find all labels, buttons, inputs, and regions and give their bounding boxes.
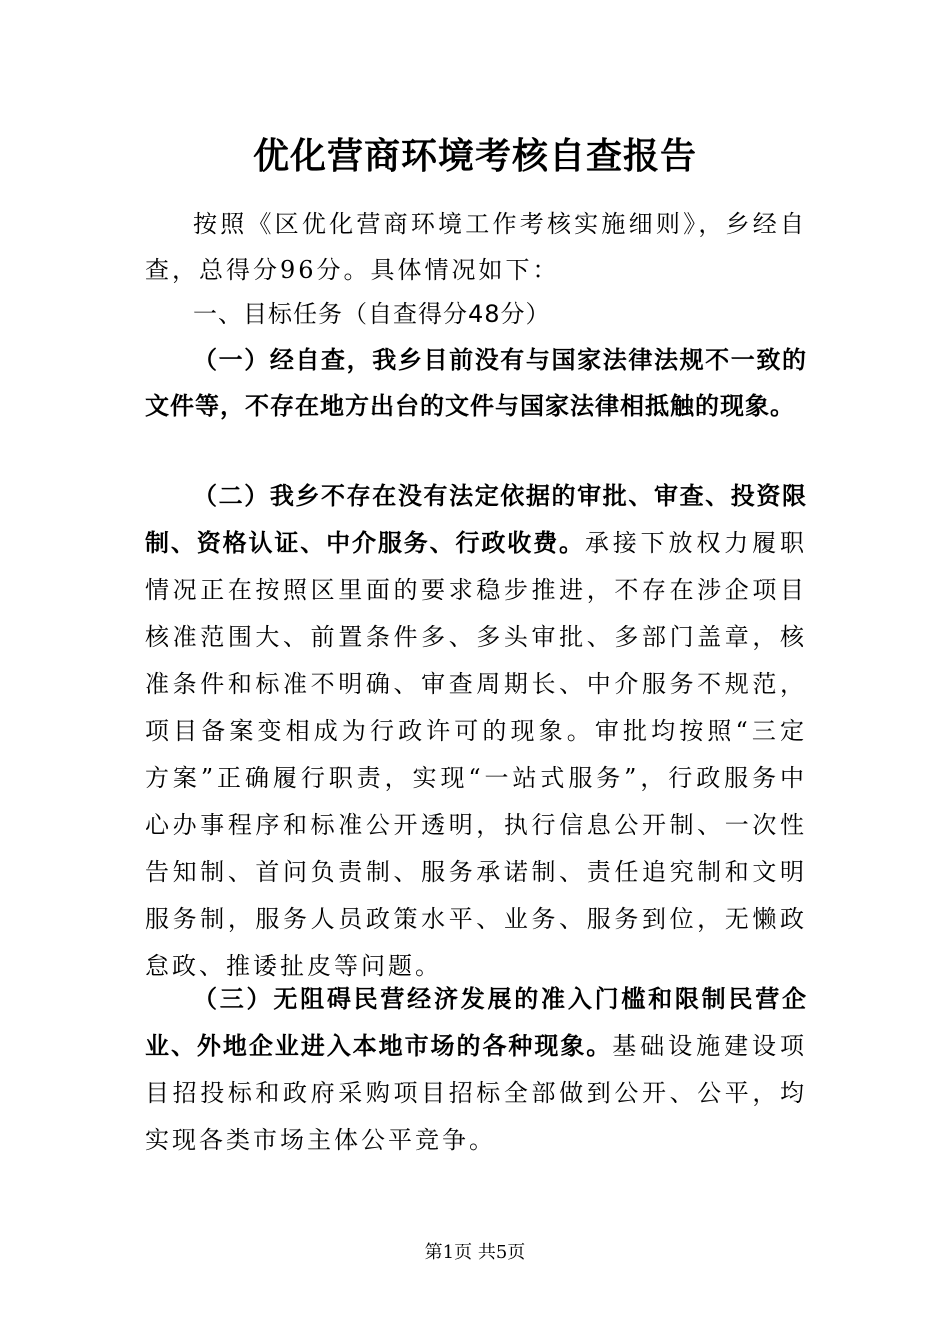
page-footer: 第1页 共5页 [424, 1242, 526, 1263]
item-2-paragraph [145, 473, 807, 990]
document-title: 优化营商环境考核自查报告 [252, 135, 697, 177]
item-1-paragraph: （一）经自查，我乡目前没有与国家法律法规不一致的文件等，不存在地方出台的文件与国家法律相抵触的现象。 [145, 346, 807, 420]
item-3-bold-text: （三）无阻碍民营经济发展的准入门槛和限制民营企业、外地企业进入本地市场的各种现象。 [145, 985, 807, 1060]
section-heading-1: 一、目标任务（自查得分48分） [193, 300, 551, 328]
item-3-body-text: 基础设施建设项目招投标和政府采购项目招标全部做到公开、公平，均实现各类市场主体公平竞争。 [145, 1032, 807, 1154]
item-3-paragraph [145, 976, 807, 1164]
item-2-bold-text: （二）我乡不存在没有法定依据的审批、审查、投资限制、资格认证、中介服务、行政收费。 [145, 482, 807, 557]
item-2-body-text: 承接下放权力履职情况正在按照区里面的要求稳步推进，不存在涉企项目核准范围大、前置条件多、多头审批、多部门盖章，核准条件和标准不明确、审查周期长、中介服务不规范，项目备案变相成为行政许可的现象。审批均按照“三定方案”正确履行职责，实现“一站式服务”，行政服务中心办事程序和标准公开透明，执行信息公开制、一次性告知制、首问负责制、服务承诺制、责任追究制和文明服务制，服务人员政策水平、业务、服务到位，无懒政怠政、推诿扯皮等问题。 [145, 529, 807, 980]
intro-paragraph: 按照《区优化营商环境工作考核实施细则》，乡经自查，总得分96分。具体情况如下： [145, 210, 807, 284]
